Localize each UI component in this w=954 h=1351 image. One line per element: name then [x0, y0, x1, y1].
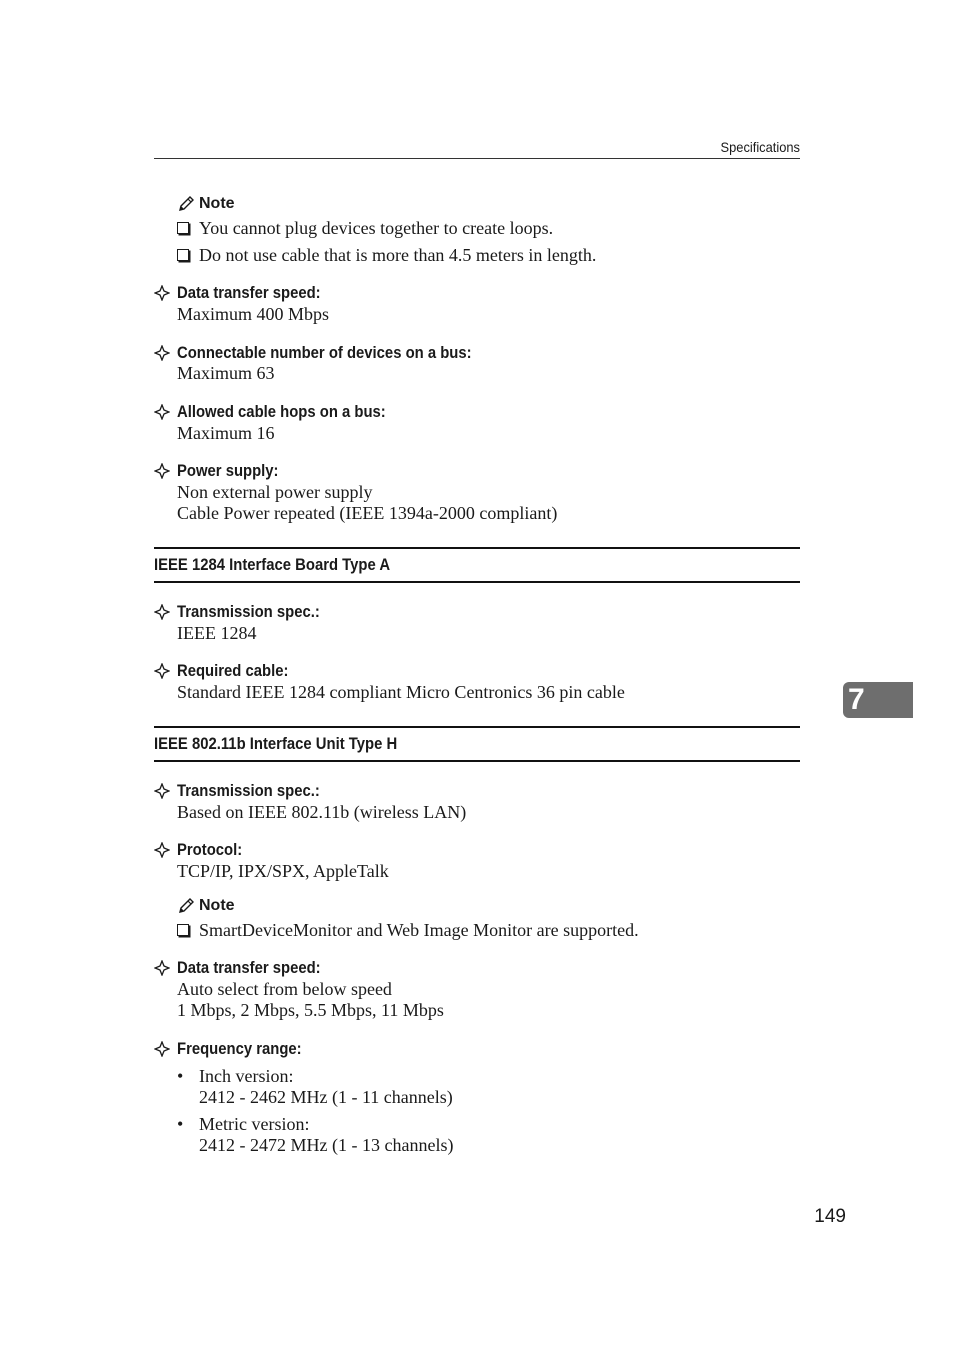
spec-heading: Power supply:	[154, 461, 290, 481]
diamond-bullet-icon	[154, 345, 170, 361]
pencil-note-icon	[177, 195, 195, 213]
checkbox-icon	[177, 924, 189, 936]
diamond-bullet-icon	[154, 463, 170, 479]
diamond-bullet-icon	[154, 842, 170, 858]
note-label: Note	[199, 897, 235, 914]
page-number: 149	[814, 1206, 846, 1227]
spec-heading: Frequency range:	[154, 1039, 315, 1059]
section-title: IEEE 1284 Interface Board Type A	[154, 556, 391, 574]
spec-heading: Required cable:	[154, 661, 301, 681]
spec-value: Non external power supply	[177, 482, 373, 502]
spec-heading: Allowed cable hops on a bus:	[154, 402, 409, 422]
note-heading	[177, 194, 235, 214]
spec-heading: Protocol:	[154, 840, 249, 860]
spec-heading: Transmission spec.:	[154, 602, 336, 622]
checkbox-icon	[177, 222, 189, 234]
list-item: • Metric version: 2412 - 2472 MHz (1 - 13 channels)	[177, 1114, 454, 1155]
spec-heading: Connectable number of devices on a bus:	[154, 343, 504, 363]
spec-value: Auto select from below speed	[177, 979, 392, 999]
spec-value: TCP/IP, IPX/SPX, AppleTalk	[177, 861, 389, 881]
header-rule	[154, 158, 800, 159]
spec-value: Cable Power repeated (IEEE 1394a-2000 compliant)	[177, 503, 558, 523]
bullet-dot-icon: •	[177, 1066, 184, 1086]
note-label: Note	[199, 195, 235, 212]
spec-value: 1 Mbps, 2 Mbps, 5.5 Mbps, 11 Mbps	[177, 1000, 444, 1020]
spec-value: Based on IEEE 802.11b (wireless LAN)	[177, 802, 467, 822]
running-header: Specifications	[720, 139, 800, 155]
diamond-bullet-icon	[154, 783, 170, 799]
spec-heading: Transmission spec.:	[154, 781, 336, 801]
diamond-bullet-icon	[154, 960, 170, 976]
diamond-bullet-icon	[154, 285, 170, 301]
checkbox-icon	[177, 249, 189, 261]
spec-heading: Data transfer speed:	[154, 958, 337, 978]
note-item: Do not use cable that is more than 4.5 meters in length.	[177, 245, 596, 266]
diamond-bullet-icon	[154, 404, 170, 420]
spec-value: Maximum 16	[177, 423, 275, 443]
note-item: SmartDeviceMonitor and Web Image Monitor are supported.	[177, 920, 639, 941]
diamond-bullet-icon	[154, 663, 170, 679]
chapter-tab: 7	[843, 682, 913, 718]
diamond-bullet-icon	[154, 1041, 170, 1057]
list-item: • Inch version: 2412 - 2462 MHz (1 - 11 channels)	[177, 1066, 453, 1107]
spec-value: Standard IEEE 1284 compliant Micro Centronics 36 pin cable	[177, 682, 625, 702]
section-title: IEEE 802.11b Interface Unit Type H	[154, 735, 398, 753]
note-item: You cannot plug devices together to create loops.	[177, 218, 553, 239]
spec-value: IEEE 1284	[177, 623, 257, 643]
pencil-note-icon	[177, 897, 195, 915]
spec-value: Maximum 400 Mbps	[177, 304, 330, 324]
spec-heading: Data transfer speed:	[154, 283, 337, 303]
spec-value: Maximum 63	[177, 363, 275, 383]
note-heading	[177, 896, 235, 916]
diamond-bullet-icon	[154, 604, 170, 620]
bullet-dot-icon: •	[177, 1114, 184, 1134]
